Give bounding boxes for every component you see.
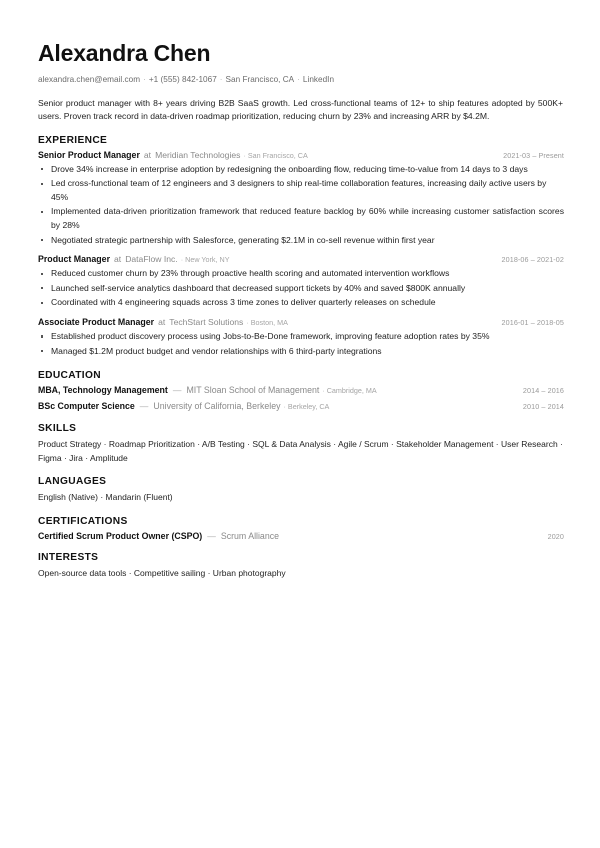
company-name: DataFlow Inc. — [125, 254, 178, 265]
skills-section-title: SKILLS — [38, 423, 77, 435]
job-location: New York, NY — [185, 255, 230, 265]
job-dates: 2018-06 – 2021-02 — [501, 255, 564, 265]
job-location: Boston, MA — [250, 317, 288, 327]
contact-separator-3: · — [297, 75, 300, 85]
contact-location: San Francisco, CA — [225, 75, 295, 85]
skills-section — [38, 423, 564, 465]
job-dates: 2016-01 – 2018-05 — [501, 317, 564, 327]
experience-entry — [38, 150, 564, 247]
location-separator: · — [246, 317, 249, 327]
at-label: at — [158, 316, 166, 327]
summary-paragraph: Senior product manager with 8+ years driving B2B SaaS growth. Led cross-functional teams of 12+ to ship features adopted by 500K+ users. Proven track record in data-driven roadmap prioritization, reducing churn by 23% and increasing ARR by $4.2M. — [38, 98, 563, 122]
degree-separator: — — [139, 401, 149, 412]
at-label: at — [143, 149, 152, 160]
certification-entry — [38, 531, 564, 541]
education-entry — [38, 385, 564, 395]
certification-identity — [38, 531, 279, 541]
contact-line — [38, 75, 564, 86]
job-bullet: Launched self-service analytics dashboard that decreased support tickets by 40% and saved $800K annually — [38, 282, 564, 296]
company-name: Meridian Technologies — [155, 149, 241, 160]
school-name: University of California, Berkeley — [153, 401, 281, 412]
education-entry-identity — [38, 385, 377, 395]
education-section-title: EDUCATION — [38, 370, 101, 382]
experience-entry-header — [38, 254, 564, 264]
candidate-name: Alexandra Chen — [38, 40, 211, 66]
contact-phone[interactable]: +1 (555) 842-1067 — [148, 75, 217, 85]
resume-header — [38, 40, 564, 124]
job-title: Product Manager — [38, 254, 111, 265]
certification-name: Certified Scrum Product Owner (CSPO) — [38, 530, 203, 541]
at-label: at — [114, 254, 122, 265]
job-title: Associate Product Manager — [38, 316, 155, 327]
job-bullet: Negotiated strategic partnership with Salesforce, generating $2.1M in co-sell revenue within first year — [38, 234, 564, 248]
job-bullet: Led cross-functional team of 12 engineers and 3 designers to ship real-time collaboration features, increasing daily active users by 45% — [38, 177, 564, 204]
experience-entry — [38, 254, 564, 310]
contact-separator-1: · — [143, 75, 146, 85]
languages-section-title: LANGUAGES — [38, 476, 107, 488]
certification-separator: — — [207, 530, 216, 541]
experience-entry-header — [38, 317, 564, 327]
experience-section-title: EXPERIENCE — [38, 134, 108, 146]
interests-section — [38, 552, 564, 581]
skills-list: Product Strategy · Roadmap Prioritization · A/B Testing · SQL & Data Analysis · Agile / Scrum · Stakeholder Management · User Research · Figma · Jira · Amplitude — [38, 439, 563, 463]
contact-separator-2: · — [219, 75, 223, 85]
certification-date: 2020 — [547, 531, 564, 541]
job-dates: 2021-03 – Present — [503, 150, 564, 160]
school-location: Cambridge, MA — [326, 386, 377, 396]
job-bullet: Managed $1.2M product budget and vendor relationships with 6 third-party integrations — [38, 345, 564, 359]
job-bullet: Implemented data-driven prioritization framework that reduced feature backlog by 60% while increasing customer satisfaction scores by 28% — [38, 205, 564, 232]
languages-list: English (Native) · Mandarin (Fluent) — [38, 492, 173, 503]
degree-name: MBA, Technology Management — [38, 385, 168, 396]
contact-linkedin-link[interactable]: LinkedIn — [302, 75, 335, 85]
education-dates: 2014 – 2016 — [522, 386, 564, 396]
location-separator: · — [283, 402, 286, 412]
interests-section-title: INTERESTS — [38, 551, 99, 563]
certification-issuer: Scrum Alliance — [220, 530, 280, 541]
location-separator: · — [322, 386, 325, 396]
location-separator: · — [180, 255, 184, 265]
languages-section — [38, 476, 564, 505]
degree-separator: — — [172, 385, 182, 396]
job-title: Senior Product Manager — [38, 149, 140, 160]
experience-entry — [38, 317, 564, 358]
education-entry-identity — [38, 401, 329, 411]
education-section — [38, 370, 564, 411]
job-location: San Francisco, CA — [247, 150, 308, 160]
contact-email[interactable]: alexandra.chen@email.com — [38, 75, 141, 85]
experience-entry-identity — [38, 150, 308, 160]
job-bullet-list — [38, 163, 564, 247]
job-bullet: Drove 34% increase in enterprise adoption by redesigning the onboarding flow, reducing time-to-value from 14 days to 3 days — [38, 163, 564, 177]
job-bullet: Coordinated with 4 engineering squads across 3 time zones to deliver quarterly releases on schedule — [38, 296, 564, 310]
job-bullet: Established product discovery process using Jobs-to-Be-Done framework, improving feature adoption rates by 35% — [38, 330, 564, 344]
location-separator: · — [243, 150, 246, 160]
experience-section — [38, 135, 564, 358]
interests-list: Open-source data tools · Competitive sailing · Urban photography — [38, 567, 286, 578]
company-name: TechStart Solutions — [169, 316, 244, 327]
education-dates: 2010 – 2014 — [522, 402, 564, 412]
certifications-section — [38, 516, 564, 541]
experience-entry-identity — [38, 317, 288, 327]
certifications-section-title: CERTIFICATIONS — [38, 515, 128, 527]
experience-entry-header — [38, 150, 564, 160]
school-name: MIT Sloan School of Management — [186, 385, 320, 396]
school-location: Berkeley, CA — [287, 402, 330, 412]
job-bullet-list — [38, 330, 564, 358]
job-bullet-list — [38, 267, 564, 310]
degree-name: BSc Computer Science — [38, 401, 135, 412]
job-bullet: Reduced customer churn by 23% through proactive health scoring and automated intervention workflows — [38, 267, 564, 281]
education-entry — [38, 401, 564, 411]
experience-entry-identity — [38, 254, 229, 264]
